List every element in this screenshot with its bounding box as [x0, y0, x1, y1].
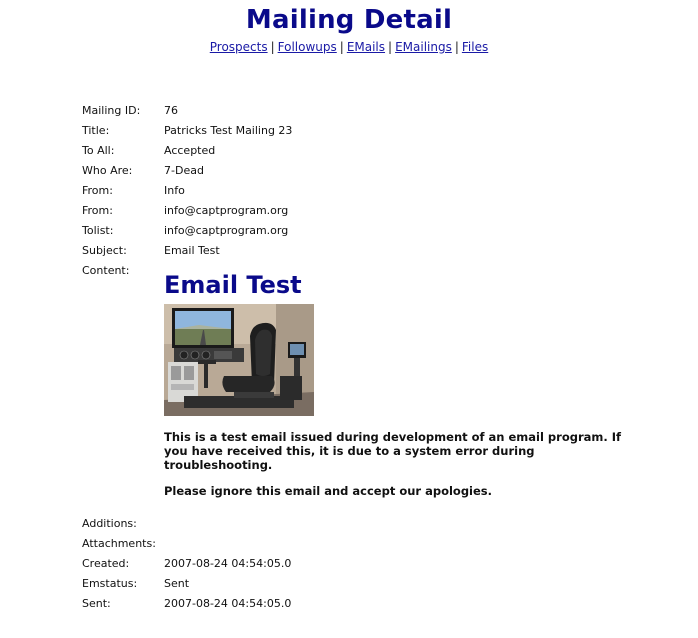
nav-separator: | — [270, 40, 275, 54]
nav-bar — [0, 40, 698, 54]
nav-link-followups[interactable]: Followups — [277, 40, 337, 54]
nav-separator: | — [454, 40, 459, 54]
nav-link-emails[interactable]: EMails — [346, 40, 386, 54]
who-are-label: Who Are: — [82, 164, 133, 177]
to-all-value: Accepted — [164, 144, 216, 157]
from-email-label: From: — [82, 204, 113, 217]
email-content-heading: Email Test — [164, 271, 302, 299]
attachments-label: Attachments: — [82, 537, 156, 550]
additions-label: Additions: — [82, 517, 137, 530]
created-value: 2007-08-24 04:54:05.0 — [164, 557, 292, 570]
email-closing-text: Please ignore this email and accept our apologies. — [164, 484, 493, 498]
nav-separator: | — [339, 40, 344, 54]
from-name-value: Info — [164, 184, 185, 197]
subject-label: Subject: — [82, 244, 127, 257]
title-value: Patricks Test Mailing 23 — [164, 124, 293, 137]
emstatus-label: Emstatus: — [82, 577, 138, 590]
nav-separator: | — [388, 40, 393, 54]
tolist-label: Tolist: — [82, 224, 114, 237]
email-body-text: This is a test email issued during development of an email program. If you have received this, it is due to a system error during troubleshooting. — [164, 430, 622, 472]
nav-link-emailings[interactable]: EMailings — [395, 40, 452, 54]
nav-link-prospects[interactable]: Prospects — [209, 40, 268, 54]
from-email-value: info@captprogram.org — [164, 204, 289, 217]
flight-simulator-photo-icon — [164, 304, 314, 416]
title-label: Title: — [82, 124, 110, 137]
page-title: Mailing Detail — [245, 5, 453, 35]
sent-value: 2007-08-24 04:54:05.0 — [164, 597, 292, 610]
who-are-value: 7-Dead — [164, 164, 204, 177]
to-all-label: To All: — [82, 144, 115, 157]
nav-link-files[interactable]: Files — [461, 40, 489, 54]
from-name-label: From: — [82, 184, 113, 197]
tolist-value: info@captprogram.org — [164, 224, 289, 237]
mailing-id-label: Mailing ID: — [82, 104, 141, 117]
created-label: Created: — [82, 557, 130, 570]
mailing-id-value: 76 — [164, 104, 178, 117]
subject-value: Email Test — [164, 244, 220, 257]
sent-label: Sent: — [82, 597, 111, 610]
content-label: Content: — [82, 264, 130, 277]
emstatus-value: Sent — [164, 577, 190, 590]
